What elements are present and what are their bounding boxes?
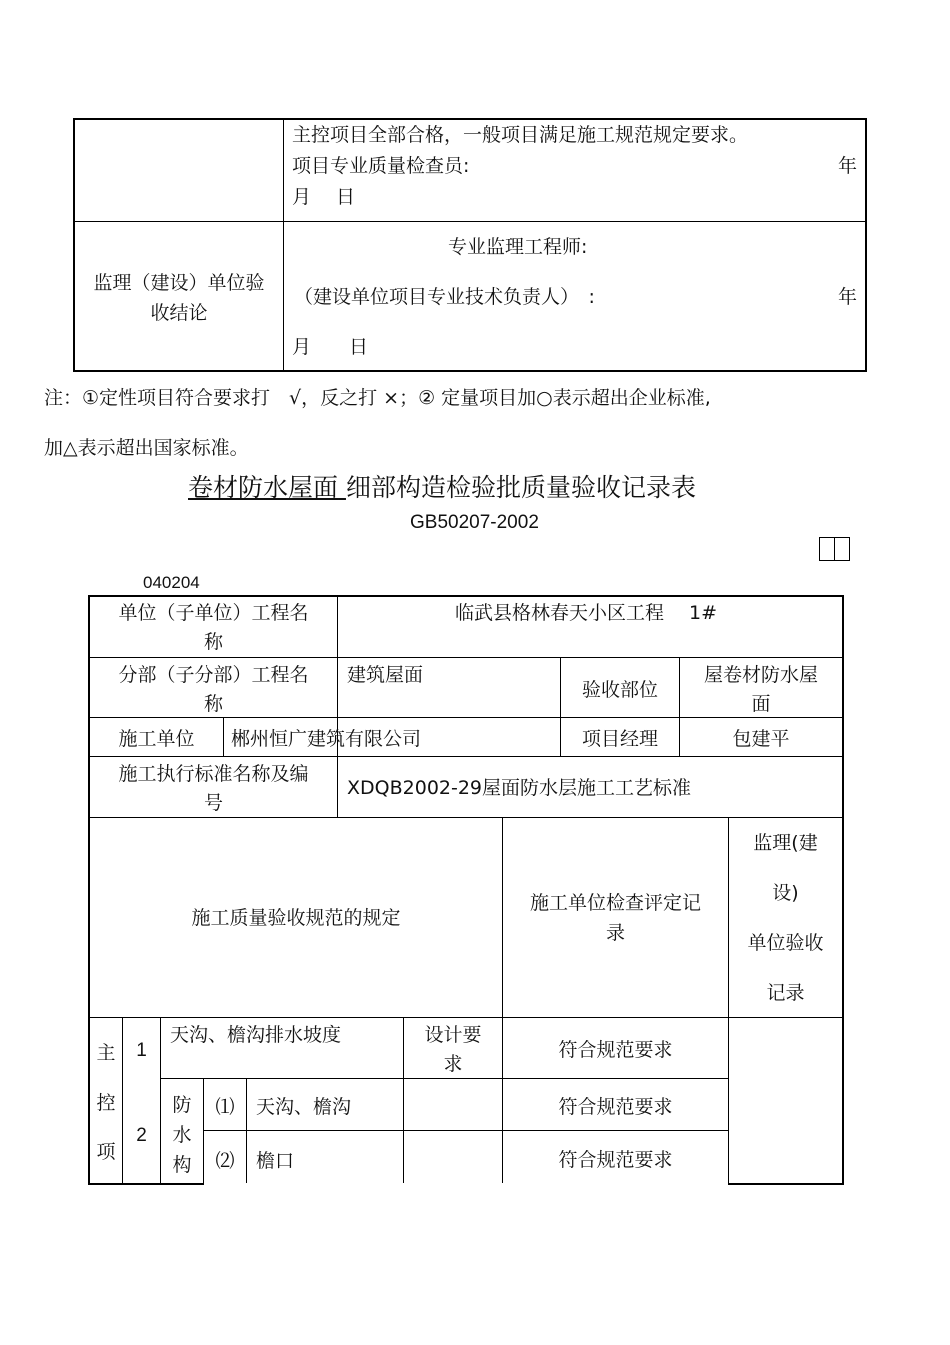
sub-row-1-result: 符合规范要求 [558, 1096, 673, 1118]
contractor-value: 郴州恒广建筑有限公司 [231, 728, 422, 750]
standard-label-2: 号 [203, 792, 223, 814]
inspection-part-label: 验收部位 [581, 679, 658, 701]
main-control-char-3: 项 [96, 1141, 116, 1163]
sub-project-label-2: 称 [203, 693, 223, 715]
sub-project-value: 建筑屋面 [347, 664, 424, 686]
row-2-group-char-1: 防 [172, 1094, 192, 1116]
supervision-header-1: 监理(建 [753, 832, 818, 854]
supervision-month-day: 月 日 [292, 336, 369, 358]
contractor-record-header-1: 施工单位检查评定记 [529, 892, 701, 914]
inspector-label: 项目专业质量检查员: [292, 155, 470, 177]
sub-row-2-item: 檐口 [256, 1150, 295, 1172]
sub-row-1-no: ⑴ [215, 1096, 235, 1118]
form-title [188, 473, 696, 503]
standard-value: XDQB2002-29屋面防水层施工工艺标准 [347, 777, 692, 799]
supervision-conclusion-label-1: 监理（建设）单位验 [93, 272, 265, 294]
sub-row-2-result: 符合规范要求 [558, 1149, 673, 1171]
supervision-year: 年 [838, 286, 858, 308]
row-1-requirement-2: 求 [443, 1053, 463, 1075]
form-title-rest: 细部构造检验批质量验收记录表 [345, 473, 696, 502]
supervision-header-4: 记录 [766, 982, 805, 1004]
supervision-conclusion-label-2: 收结论 [150, 302, 208, 324]
row-1-no: 1 [136, 1040, 147, 1061]
note-line-2: 加△表示超出国家标准。 [44, 437, 249, 459]
unit-project-label-1: 单位（子单位）工程名 [118, 602, 309, 624]
project-manager-label: 项目经理 [581, 728, 658, 750]
note-line-1: 注：①定性项目符合要求打 √，反之打 ×；② 定量项目加○表示超出企业标准, [44, 387, 711, 409]
inspector-year: 年 [838, 155, 858, 177]
standard-label-1: 施工执行标准名称及编 [118, 763, 309, 785]
standard-code: GB50207-2002 [410, 512, 539, 533]
row-1-item: 天沟、檐沟排水坡度 [170, 1024, 342, 1046]
supervision-header-2: 设) [772, 882, 799, 904]
contractor-label: 施工单位 [118, 728, 195, 750]
inspection-part-value-1: 屋卷材防水屋 [703, 664, 818, 686]
unit-project-label-2: 称 [203, 631, 223, 653]
supervision-header-3: 单位验收 [747, 932, 824, 954]
inspection-part-value-2: 面 [751, 693, 771, 715]
row-2-no: 2 [136, 1125, 147, 1146]
contractor-record-header-2: 录 [605, 922, 625, 944]
supervision-engineer-label: 专业监理工程师: [448, 236, 588, 258]
sub-row-1-item: 天沟、檐沟 [256, 1096, 352, 1118]
project-manager-value: 包建平 [732, 728, 790, 750]
inspector-result: 主控项目全部合格，一般项目满足施工规范规定要求。 [292, 124, 749, 146]
unit-project-value: 临武县格林春天小区工程 1# [455, 602, 718, 624]
row-2-group-char-3: 构 [172, 1154, 192, 1176]
main-control-char-1: 主 [96, 1042, 116, 1064]
form-number: 040204 [143, 573, 200, 592]
row-2-group-char-2: 水 [172, 1124, 192, 1146]
row-1-result: 符合规范要求 [558, 1039, 673, 1061]
main-control-char-2: 控 [96, 1092, 116, 1114]
inspector-month-day: 月 日 [292, 186, 356, 208]
sub-project-label-1: 分部（子分部）工程名 [118, 664, 309, 686]
sub-row-2-no: ⑵ [215, 1150, 235, 1172]
owner-tech-lead-label: （建设单位项目专业技术负责人） : [294, 286, 595, 308]
spec-header: 施工质量验收规范的规定 [191, 907, 401, 929]
row-1-requirement-1: 设计要 [424, 1024, 482, 1046]
form-title-underlined: 卷材防水屋面 [188, 473, 339, 502]
